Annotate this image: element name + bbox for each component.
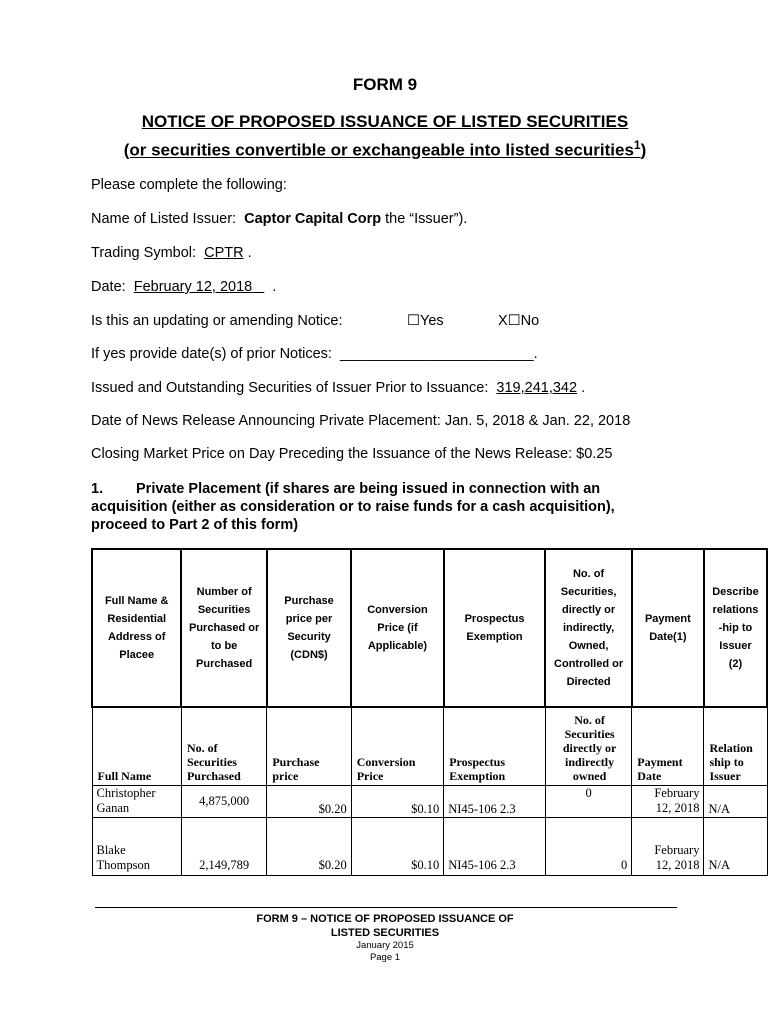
cell-line: (CDN$) — [290, 649, 328, 661]
subheader-full-name — [92, 707, 181, 785]
cell-line: Price — [356, 768, 384, 783]
section-text: Private Placement (if shares are being issued in connection with an acquisition (either as consideration or to raise funds for a cash acquisition), proceed to Part 2 of this form) — [91, 481, 615, 533]
row-relationship: N/A — [704, 817, 767, 875]
table-subheader-row — [92, 707, 767, 785]
row-securities: 4,875,000 — [181, 785, 266, 817]
cell-line: Securities — [564, 726, 615, 741]
cell-line: price per — [285, 613, 333, 625]
header-purchase-price — [267, 549, 351, 707]
footnote-marker: 1 — [633, 138, 641, 152]
cell-line: indirectly, — [563, 622, 615, 634]
subheader-conversion — [351, 707, 444, 785]
cell-line: Conversion — [367, 604, 428, 616]
cell-line: Ganan — [96, 800, 130, 815]
notice-subtitle — [0, 138, 770, 161]
cell-line: Securities — [197, 604, 251, 616]
notice-subtitle-text: (or securities convertible or exchangeable into listed securities — [123, 140, 634, 160]
row-exemption: NI45-106 2.3 — [444, 785, 546, 817]
cell-line: price — [272, 768, 299, 783]
cell-line: Controlled or — [554, 658, 624, 670]
cell-line: to be — [211, 640, 238, 652]
symbol-label: Trading Symbol: — [91, 245, 197, 261]
cell-line: No. of — [186, 740, 218, 755]
table-row — [92, 817, 767, 875]
cell-line: Purchase — [284, 595, 334, 607]
cell-line: Residential — [107, 613, 167, 625]
section-number: 1. — [91, 481, 104, 497]
cell-line: relations — [712, 604, 759, 616]
symbol-line — [91, 245, 252, 261]
row-owned: 0 — [545, 785, 631, 817]
cell-line: Date — [637, 768, 662, 783]
cell-line: February — [654, 786, 700, 800]
form-label: FORM 9 — [352, 75, 418, 94]
cell-line: indirectly — [565, 754, 615, 769]
cell-line: No. of — [574, 712, 605, 727]
cell-line: (2) — [728, 658, 743, 670]
header-conversion-price — [351, 549, 444, 707]
date-value: February 12, 2018 — [133, 279, 253, 295]
table-row — [92, 785, 767, 817]
cell-line: Full Name — [97, 768, 152, 783]
intro-line: Please complete the following: — [91, 177, 287, 193]
prior-label: If yes provide date(s) of prior Notices: — [91, 346, 332, 362]
cell-line: Prospectus — [464, 613, 525, 625]
cell-line: Purchase — [272, 754, 320, 769]
row-payment-date — [632, 817, 704, 875]
issuer-label: Name of Listed Issuer: — [91, 211, 237, 227]
footer-page-number: Page 1 — [369, 952, 401, 963]
issuer-line — [91, 211, 467, 227]
cell-line: Conversion — [356, 754, 416, 769]
cell-line: Price (if — [377, 622, 418, 634]
header-securities-owned — [545, 549, 631, 707]
symbol-value: CPTR — [204, 245, 244, 261]
prior-notices-line — [91, 346, 538, 362]
cell-line: Full Name & — [104, 595, 169, 607]
row-relationship: N/A — [704, 785, 767, 817]
cell-line: Date(1) — [649, 631, 687, 643]
cell-line: Payment — [637, 754, 683, 769]
row-price: $0.20 — [267, 817, 351, 875]
cell-line: Placee — [119, 649, 155, 661]
cell-line: directly or — [562, 740, 617, 755]
cell-line: Issuer — [709, 768, 741, 783]
cell-line: 12, 2018 — [655, 857, 700, 872]
issuer-suffix: the “Issuer”). — [385, 211, 468, 227]
cell-line: Prospectus — [449, 754, 505, 769]
amend-no-checkbox[interactable]: X☐No — [498, 313, 540, 329]
header-number-of-securities — [181, 549, 266, 707]
cell-line: -hip to — [718, 622, 753, 634]
row-conversion: $0.10 — [351, 785, 444, 817]
header-relationship — [704, 549, 767, 707]
private-placement-table — [91, 548, 768, 876]
cell-line: Exemption — [466, 631, 523, 643]
cell-line: Purchased or — [188, 622, 260, 634]
subheader-exemption — [444, 707, 546, 785]
cell-line: 12, 2018 — [655, 801, 700, 815]
footer-title-line-1: FORM 9 – NOTICE OF PROPOSED ISSUANCE OF — [256, 913, 514, 925]
cell-line: Payment — [644, 613, 691, 625]
row-price: $0.20 — [267, 785, 351, 817]
cell-line: Number of — [196, 586, 252, 598]
closing-price-line: Closing Market Price on Day Preceding the Issuance of the News Release: $0.25 — [91, 446, 613, 462]
outstanding-label: Issued and Outstanding Securities of Issuer Prior to Issuance: — [91, 380, 489, 396]
outstanding-suffix: . — [581, 380, 586, 396]
cell-line: Purchased — [186, 768, 241, 783]
cell-line: Issuer — [719, 640, 752, 652]
header-prospectus-exemption — [444, 549, 546, 707]
cell-line: Purchased — [196, 658, 253, 670]
cell-line: Directed — [566, 676, 611, 688]
cell-line: Address of — [107, 631, 166, 643]
issuer-name: Captor Capital Corp — [244, 211, 382, 227]
cell-line: Securities — [186, 754, 237, 769]
prior-blank: ________________________. — [340, 346, 538, 362]
row-payment-date — [632, 785, 704, 817]
row-owned: 0 — [545, 817, 631, 875]
subheader-relationship — [704, 707, 767, 785]
cell-line: owned — [572, 768, 607, 783]
amend-yes-checkbox[interactable]: ☐Yes — [407, 313, 444, 329]
section-1-heading — [91, 480, 651, 534]
footer-edition: January 2015 — [356, 940, 414, 951]
footer-title-line-2: LISTED SECURITIES — [330, 927, 440, 939]
cell-line: Blake — [96, 842, 126, 857]
row-name — [92, 785, 181, 817]
cell-line: No. of — [572, 568, 605, 580]
cell-line: Securities, — [560, 586, 617, 598]
table-header-row — [92, 549, 767, 707]
cell-line: Thompson — [96, 857, 150, 872]
row-securities: 2,149,789 — [181, 817, 266, 875]
amend-label: Is this an updating or amending Notice: — [91, 313, 343, 329]
footer-title — [0, 912, 770, 940]
symbol-suffix: . — [247, 245, 252, 261]
notice-title: NOTICE OF PROPOSED ISSUANCE OF LISTED SECURITIES — [141, 112, 629, 131]
cell-line: ship to — [709, 754, 744, 769]
cell-line: directly or — [561, 604, 616, 616]
subheader-securities — [181, 707, 266, 785]
cell-line: Christopher — [96, 785, 156, 800]
subheader-owned — [545, 707, 631, 785]
header-payment-date — [632, 549, 704, 707]
row-name — [92, 817, 181, 875]
row-conversion: $0.10 — [351, 817, 444, 875]
cell-line: Relation — [709, 740, 753, 755]
outstanding-value: 319,241,342 — [496, 380, 578, 396]
cell-line: February — [654, 842, 700, 857]
row-exemption: NI45-106 2.3 — [444, 817, 546, 875]
cell-line: Exemption — [449, 768, 506, 783]
footer-divider — [95, 907, 677, 908]
cell-line: Describe — [712, 586, 759, 598]
news-release-line: Date of News Release Announcing Private Placement: Jan. 5, 2018 & Jan. 22, 2018 — [91, 413, 631, 429]
outstanding-line — [91, 380, 585, 396]
subheader-price — [267, 707, 351, 785]
cell-line: Owned, — [568, 640, 609, 652]
date-label: Date: — [91, 279, 126, 295]
header-full-name — [92, 549, 181, 707]
date-line — [91, 279, 276, 295]
cell-line: Applicable) — [367, 640, 428, 652]
cell-line: Security — [287, 631, 331, 643]
date-suffix: . — [272, 279, 277, 295]
notice-subtitle-end: ) — [640, 140, 647, 160]
subheader-payment — [632, 707, 704, 785]
